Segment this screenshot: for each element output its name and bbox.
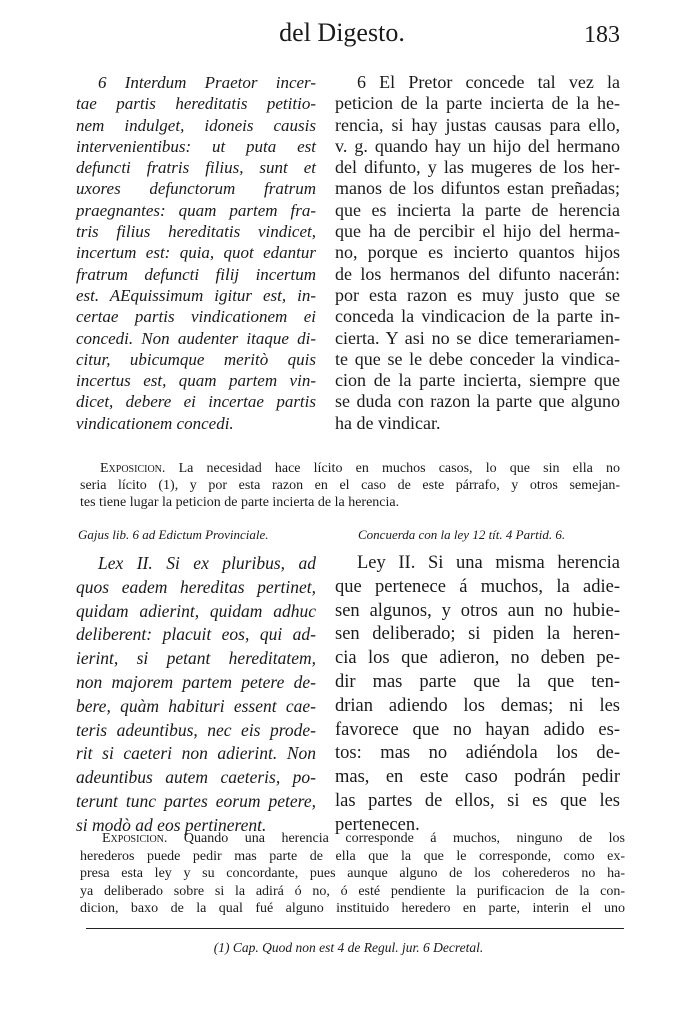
text-line: dicet, debere ei incertae partis: [76, 392, 316, 412]
text-line: deliberent: placuit eos, qui ad-: [76, 624, 316, 645]
source-citation-gajus: Gajus lib. 6 ad Edictum Provinciale.: [78, 527, 269, 542]
text-line: que pertenece á muchos, la adie-: [335, 576, 620, 597]
text-line: mas, en este caso podrán pedir: [335, 767, 620, 788]
text-line: rencia, si hay justas causas para ello,: [335, 114, 620, 135]
text-line: uxores defunctorum fratrum: [76, 179, 316, 199]
text-line: herederos puede pedir mas parte de ella que la que le corresponde, como ex-: [80, 848, 625, 864]
text-line: dir mas parte que la que ten-: [335, 671, 620, 692]
text-line: de los hermanos del difunto nacerán:: [335, 263, 620, 284]
concordance-citation: Concuerda con la ley 12 tít. 4 Partid. 6.: [358, 527, 566, 542]
text-line: tos: mas no adiéndola los de-: [335, 743, 620, 764]
text-line: sen algunos, y otros aun no hubie-: [335, 600, 620, 621]
text-line: favorece que no hayan adido es-: [335, 719, 620, 740]
exposicion-commentary-1-cont: [80, 478, 620, 511]
text-line: ha de vindicar.: [335, 412, 441, 433]
text-line: tris filius hereditatis vindicet,: [76, 222, 316, 242]
text-line: sen deliberado; si piden la heren-: [335, 624, 620, 645]
text-line: cia los que adieron, no deben pe-: [335, 648, 620, 669]
text-line: Ley II. Si una misma herencia: [357, 553, 620, 573]
text-line: incertum est: quia, quot edantur: [76, 243, 316, 263]
text-line: incertus est, quam partem vin-: [76, 371, 316, 391]
text-line: 6 El Pretor concede tal vez la: [357, 72, 620, 92]
text-line: presa esta ley y su concordante, pues aunque alguno de los coherederos no ha-: [80, 866, 625, 882]
text-line: est. AEquissimum igitur est, in-: [76, 285, 316, 305]
text-line: adeuntibus autem caeteris, po-: [76, 767, 316, 788]
ley-2-spanish: [335, 552, 620, 838]
text-line: 6 Interdum Praetor incer-: [98, 73, 316, 92]
paragraph-6-latin: [76, 72, 316, 434]
text-line: non majorem partem petere de-: [76, 671, 316, 692]
text-line: bere, quàm habituri essent cae-: [76, 695, 316, 716]
text-line: vindicationem concedi.: [76, 413, 234, 433]
text-line: conceda la vindicacion de la parte in-: [335, 306, 620, 327]
footnote: (1) Cap. Quod non est 4 de Regul. jur. 6 Decretal.: [213, 940, 484, 955]
text-line: dicion, baxo de la qual fué alguno instituido heredero en parte, interin el uno: [80, 901, 625, 917]
text-line: tes tiene lugar la peticion de parte incierta de la herencia.: [80, 494, 400, 510]
text-line: del difunto, y las mugeres de los her-: [335, 157, 620, 178]
text-line: Quando una herencia corresponde á muchos, ninguno de los: [183, 831, 626, 846]
text-line: seria lícito (1), y por esta razon en el caso de este párrafo, y otros semejan-: [80, 478, 620, 493]
text-line: v. g. quando hay un hijo del hermano: [335, 135, 620, 156]
text-line: no, porque es incierto quantos hijos: [335, 242, 620, 263]
text-line: fratrum defuncti filij incertum: [76, 264, 316, 284]
text-line: nem indulget, idoneis causis: [76, 115, 316, 135]
paragraph-6-spanish: [335, 72, 620, 434]
text-line: te que se le debe conceder la vindica-: [335, 348, 620, 369]
text-line: cierta. Y asi no se dice temerariamen-: [335, 327, 620, 348]
text-line: las partes de ellos, si es que les: [335, 790, 620, 811]
exposicion-label: Exposicion.: [100, 461, 166, 476]
text-line: cion de la parte incierta, siempre que: [335, 370, 620, 391]
exposicion-commentary-1: [100, 461, 620, 478]
text-line: defuncti fratris filius, sunt et: [76, 158, 316, 178]
text-line: terunt tunc partes eorum petere,: [76, 790, 316, 811]
text-line: drian adiendo los demas; ni les: [335, 695, 620, 716]
text-line: La necesidad hace lícito en muchos casos, lo que sin ella no: [178, 461, 620, 476]
text-line: praegnantes: quam partem fra-: [76, 200, 316, 220]
text-line: por esta razon es muy justo que se: [335, 284, 620, 305]
text-line: rit si caeteri non adierint. Non: [76, 743, 316, 764]
text-line: Lex II. Si ex pluribus, ad: [98, 553, 316, 573]
lex-2-latin: [76, 552, 316, 838]
text-line: teris adeuntibus, nec eis prode-: [76, 719, 316, 740]
page-number: 183: [584, 22, 620, 48]
footnote-rule: [86, 928, 624, 929]
text-line: quos eadem hereditas pertinet,: [76, 576, 316, 597]
text-line: citur, ubicumque meritò quis: [76, 349, 316, 369]
text-line: pertenecen.: [335, 814, 420, 835]
text-line: intervenientibus: ut puta est: [76, 136, 316, 156]
text-line: certae partis vindicationem ei: [76, 307, 316, 327]
text-line: concedi. Non audenter itaque di-: [76, 328, 316, 348]
text-line: peticion de la parte incierta de la he-: [335, 93, 620, 114]
text-line: tae partis hereditatis petitio-: [76, 94, 316, 114]
text-line: quidam adierint, quidam adhuc: [76, 600, 316, 621]
text-line: ierint, si petant hereditatem,: [76, 648, 316, 669]
running-header-title: del Digesto.: [279, 18, 405, 47]
text-line: se duda con razon la parte que alguno: [335, 391, 620, 412]
text-line: manos de los difuntos estan preñadas;: [335, 178, 620, 199]
text-line: si modò ad eos pertinerent.: [76, 814, 267, 835]
text-line: que ha de percibir el hijo del herma-: [335, 221, 620, 242]
text-line: ya deliberado sobre si la adirá ó no, ó esté pendiente la purificacion de la con-: [80, 883, 625, 899]
exposicion-commentary-2: [80, 830, 625, 918]
exposicion-label: Exposicion.: [102, 831, 168, 846]
text-line: que es incierta la parte de herencia: [335, 199, 620, 220]
